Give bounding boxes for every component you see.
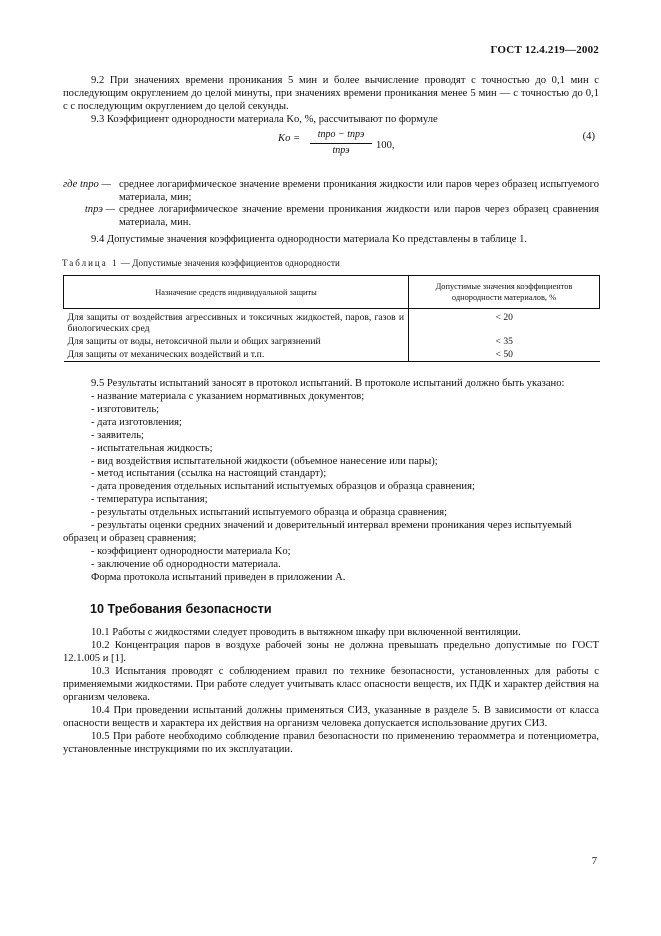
clause-9-3: 9.3 Коэффициент однородности материала Kо, %, рассчитывают по формуле bbox=[91, 113, 438, 125]
formula-number: (4) bbox=[582, 130, 595, 142]
table-row bbox=[64, 309, 600, 336]
clause-9-4: 9.4 Допустимые значения коэффициента однородности материала Kо представлены в таблице 1. bbox=[91, 234, 528, 246]
table-caption-text: — Допустимые значения коэффициентов однородности bbox=[118, 258, 340, 269]
definition-symbol: где tпро — bbox=[63, 178, 111, 190]
formula-fraction bbox=[310, 129, 372, 158]
page-number: 7 bbox=[591, 856, 597, 867]
list-item: - испытательная жидкость; bbox=[91, 442, 213, 454]
formula-coefficient: 100, bbox=[376, 139, 395, 151]
table-cell-value: < 35 bbox=[495, 336, 513, 348]
definition-text: среднее логарифмическое значение времени проникания жидкости или паров через образец сравнения материала, мин. bbox=[119, 204, 599, 229]
table-header-purpose: Назначение средств индивидуальной защиты bbox=[64, 276, 409, 309]
clause-10-5: 10.5 При работе необходимо соблюдение правил безопасности по применению тераомметра и потенциометра, установленные инструкциями по их эксплуатации. bbox=[63, 730, 599, 755]
list-item: - метод испытания (ссылка на настоящий стандарт); bbox=[91, 468, 327, 480]
protocol-list bbox=[63, 391, 599, 572]
list-item: - заявитель; bbox=[91, 429, 144, 441]
clause-10-2: 10.2 Концентрация паров в воздухе рабочей зоны не должна превышать предельно допустимые по ГОСТ 12.1.005 и [1]. bbox=[63, 640, 599, 665]
list-item: - изготовитель; bbox=[91, 403, 160, 415]
coefficients-table bbox=[63, 275, 600, 362]
table-header-values: Допустимые значения коэффициентов однородности материалов, % bbox=[409, 276, 600, 309]
clause-10-3: 10.3 Испытания проводят с соблюдением правил по технике безопасности, установленных для работы с применяемыми жидкостями. При работе следует учитывать класс опасности веществ, их ПДК и характер действия на организм человека. bbox=[63, 666, 599, 703]
definition-symbol: tпрэ — bbox=[84, 204, 115, 216]
section-10-title: 10 Требования безопасности bbox=[90, 601, 272, 616]
document-body bbox=[63, 75, 599, 757]
clause-9-5: 9.5 Результаты испытаний заносят в протокол испытаний. В протоколе испытаний должно быть указано: bbox=[91, 378, 565, 390]
formula-lhs: Kо = bbox=[278, 132, 301, 144]
table-caption bbox=[62, 257, 599, 270]
definition-item bbox=[63, 179, 599, 205]
clause-10-1: 10.1 Работы с жидкостями следует проводить в вытяжном шкафу при включенной вентиляции. bbox=[91, 627, 521, 639]
list-item: - результаты отдельных испытаний испытуемого образца и образца сравнения; bbox=[91, 507, 448, 519]
table-cell-value: < 20 bbox=[495, 312, 513, 324]
table-cell-purpose: Для защиты от механических воздействий и т.п. bbox=[64, 348, 409, 362]
formula-denominator: tпрэ bbox=[332, 144, 350, 156]
formula-4 bbox=[63, 129, 599, 177]
table-caption-label: Таблица 1 bbox=[62, 258, 119, 269]
list-item: - вид воздействия испытательной жидкости (объемное нанесение или пары); bbox=[91, 455, 438, 467]
doc-header-code: ГОСТ 12.4.219—2002 bbox=[490, 44, 599, 56]
list-item: - заключение об однородности материала. bbox=[91, 558, 281, 570]
clause-10-4: 10.4 При проведении испытаний должны применяться СИЗ, указанные в разделе 5. В зависимости от класса опасности веществ и характера их действия на организм человека допускается использование других СИЗ. bbox=[63, 704, 599, 729]
list-item: - температура испытания; bbox=[91, 494, 208, 506]
definition-item bbox=[63, 204, 599, 230]
table-cell-purpose: Для защиты от воздействия агрессивных и токсичных жидкостей, паров, газов и биологических сред bbox=[64, 309, 409, 336]
list-item: - дата изготовления; bbox=[91, 416, 182, 428]
definition-text: среднее логарифмическое значение времени проникания жидкости или паров через образец испытуемого материала, мин; bbox=[119, 178, 599, 203]
list-item: - дата проведения отдельных испытаний испытуемых образцов и образца сравнения; bbox=[91, 481, 475, 493]
table-cell-value: < 50 bbox=[409, 348, 600, 362]
table-row bbox=[64, 335, 600, 348]
table-header-row bbox=[64, 276, 600, 309]
table-row bbox=[64, 348, 600, 362]
list-item: - название материала с указанием нормативных документов; bbox=[91, 390, 365, 402]
list-item: - результаты оценки средних значений и доверительный интервал времени проникания через испытуемый образец и образец сравнения; bbox=[63, 520, 572, 544]
clause-9-2: 9.2 При значениях времени проникания 5 мин и более вычисление проводят с точностью до 0,1 мин с последующим округлением до целой минуты, при значениях времени проникания менее 5 мин — с точностью до 0,1 с с последующим округлением до целой секунды. bbox=[63, 75, 599, 112]
protocol-form-note: Форма протокола испытаний приведен в приложении А. bbox=[91, 571, 346, 583]
formula-numerator: tпро − tпрэ bbox=[310, 129, 372, 144]
table-cell-purpose: Для защиты от воды, нетоксичной пыли и общих загрязнений bbox=[64, 335, 409, 348]
list-item: - коэффициент однородности материала Kо; bbox=[91, 545, 291, 557]
